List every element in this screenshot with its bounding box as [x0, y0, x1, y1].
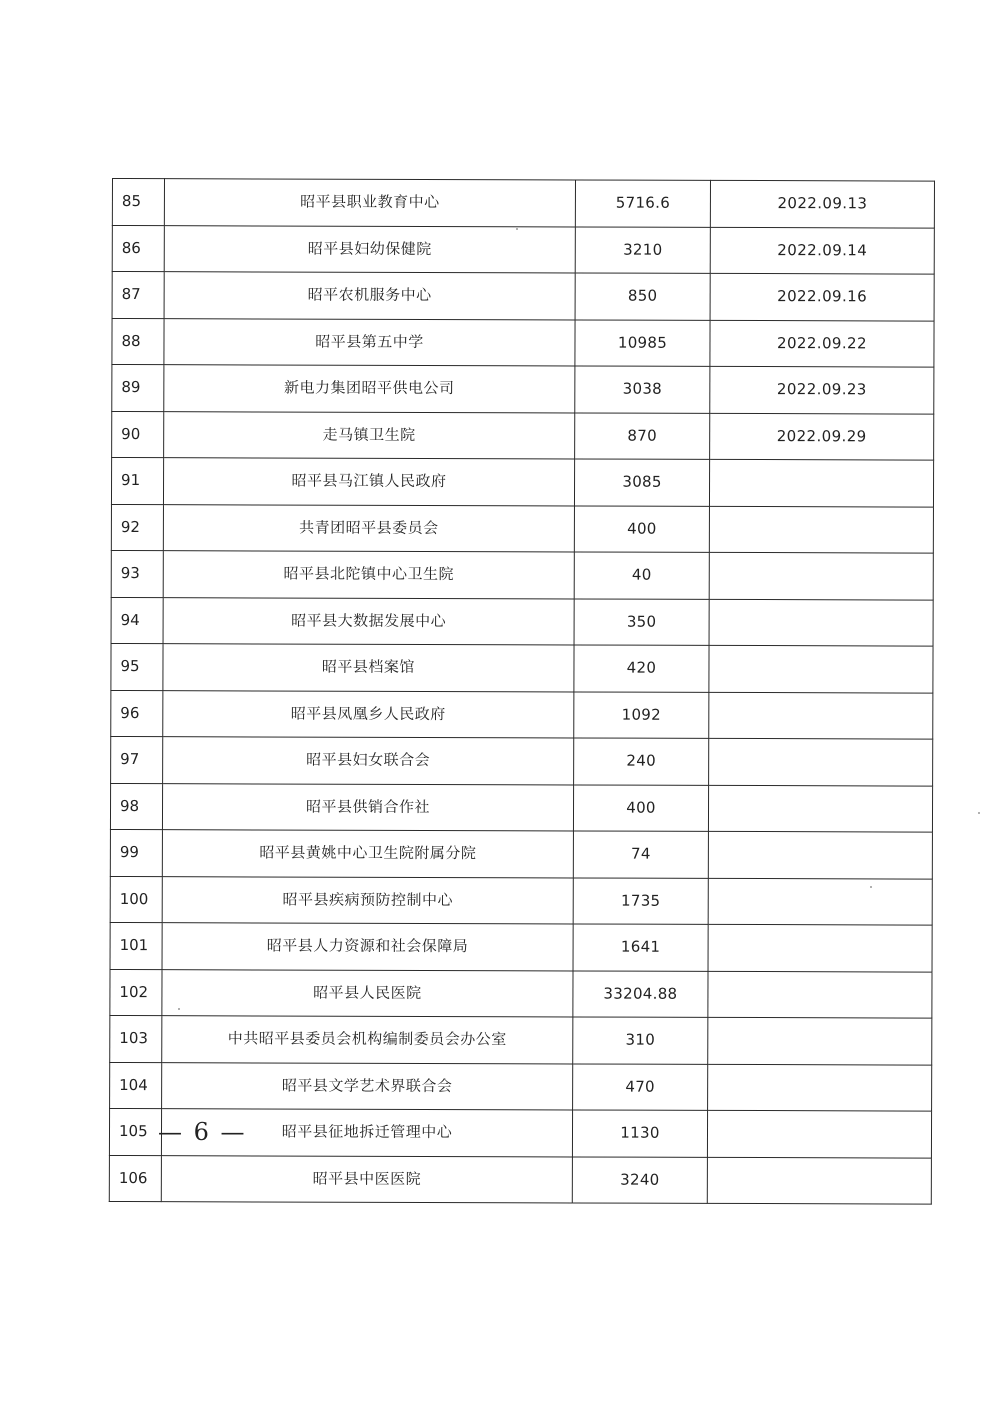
table-row: [110, 783, 932, 832]
scan-speck: [978, 812, 980, 814]
row-number-cell: 101: [110, 922, 162, 969]
row-number-cell: 97: [111, 736, 163, 783]
row-number-cell: 89: [112, 365, 164, 412]
unit-name-cell: 昭平县黄姚中心卫生院附属分院: [162, 830, 573, 878]
row-number-cell: 85: [112, 179, 164, 226]
row-number-cell: 91: [111, 458, 163, 505]
unit-name-cell: 昭平县马江镇人民政府: [163, 458, 574, 506]
amount-cell: 1735: [573, 877, 708, 924]
date-cell: [709, 645, 933, 692]
row-number-cell: 98: [110, 783, 162, 830]
row-number-cell: 90: [112, 411, 164, 458]
amount-cell: 3240: [572, 1156, 707, 1203]
date-cell: 2022.09.29: [710, 413, 934, 460]
table-row: [111, 504, 933, 553]
date-cell: [709, 738, 933, 785]
row-number-cell: 87: [112, 272, 164, 319]
unit-name-cell: 走马镇卫生院: [164, 411, 575, 459]
table-row: [110, 876, 932, 925]
table-row: [111, 690, 933, 739]
unit-name-cell: 昭平县中医医院: [161, 1155, 572, 1203]
unit-name-cell: 昭平县妇女联合会: [163, 737, 574, 785]
scan-speck: [516, 228, 518, 230]
date-cell: [708, 785, 932, 832]
table-row: [111, 736, 933, 785]
unit-name-cell: 昭平县第五中学: [164, 318, 575, 366]
scan-speck: [178, 1008, 180, 1010]
date-cell: [709, 692, 933, 739]
date-cell: 2022.09.22: [710, 320, 934, 367]
amount-cell: 40: [574, 552, 709, 599]
row-number-cell: 100: [110, 876, 162, 923]
unit-name-cell: 昭平县供销合作社: [162, 783, 573, 831]
amount-cell: 5716.6: [575, 180, 710, 227]
row-number-cell: 96: [111, 690, 163, 737]
amount-cell: 3085: [574, 459, 709, 506]
date-cell: [708, 1017, 932, 1064]
row-number-cell: 106: [109, 1155, 161, 1202]
date-cell: [708, 924, 932, 971]
row-number-cell: 92: [111, 504, 163, 551]
date-cell: [707, 1157, 931, 1204]
unit-name-cell: 昭平县北陀镇中心卫生院: [163, 551, 574, 599]
date-cell: 2022.09.16: [710, 273, 934, 320]
date-cell: [708, 1064, 932, 1111]
row-number-cell: 86: [112, 225, 164, 272]
row-number-cell: 103: [110, 1015, 162, 1062]
table-body: [109, 179, 934, 1205]
date-cell: [707, 1110, 931, 1157]
row-number-cell: 95: [111, 643, 163, 690]
unit-name-cell: 昭平农机服务中心: [164, 272, 575, 320]
row-number-cell: 102: [110, 969, 162, 1016]
table-row: [112, 225, 934, 274]
unit-name-cell: 昭平县大数据发展中心: [163, 597, 574, 645]
amount-cell: 850: [575, 273, 710, 320]
date-cell: [708, 971, 932, 1018]
row-number-cell: 93: [111, 550, 163, 597]
table-row: [110, 922, 932, 971]
date-cell: [709, 459, 933, 506]
unit-name-cell: 中共昭平县委员会机构编制委员会办公室: [162, 1016, 573, 1064]
row-number-cell: 94: [111, 597, 163, 644]
date-cell: [709, 506, 933, 553]
amount-cell: 74: [573, 831, 708, 878]
row-number-cell: 99: [110, 829, 162, 876]
amount-cell: 33204.88: [573, 970, 708, 1017]
table-row: [112, 179, 934, 228]
date-cell: 2022.09.14: [710, 227, 934, 274]
amount-cell: 870: [575, 412, 710, 459]
amount-cell: 10985: [575, 319, 710, 366]
row-number-cell: 104: [110, 1062, 162, 1109]
unit-name-cell: 昭平县凤凰乡人民政府: [163, 690, 574, 738]
amount-cell: 3038: [575, 366, 710, 413]
table-row: [111, 550, 933, 599]
unit-name-cell: 昭平县文学艺术界联合会: [162, 1062, 573, 1110]
funds-table: [109, 178, 935, 1205]
amount-cell: 350: [574, 598, 709, 645]
table-row: [111, 458, 933, 507]
amount-cell: 420: [574, 645, 709, 692]
amount-cell: 470: [573, 1063, 708, 1110]
table-row: [112, 272, 934, 321]
unit-name-cell: 昭平县征地拆迁管理中心: [161, 1109, 572, 1157]
amount-cell: 400: [573, 784, 708, 831]
table-row: [112, 365, 934, 414]
amount-cell: 3210: [575, 226, 710, 273]
table-row: [110, 829, 932, 878]
date-cell: [708, 878, 932, 925]
amount-cell: 310: [573, 1017, 708, 1064]
amount-cell: 240: [574, 738, 709, 785]
date-cell: [709, 599, 933, 646]
table-row: [109, 1155, 931, 1204]
amount-cell: 400: [574, 505, 709, 552]
amount-cell: 1130: [572, 1110, 707, 1157]
amount-cell: 1092: [574, 691, 709, 738]
amount-cell: 1641: [573, 924, 708, 971]
date-cell: 2022.09.23: [710, 366, 934, 413]
unit-name-cell: 新电力集团昭平供电公司: [164, 365, 575, 413]
row-number-cell: 105: [109, 1108, 161, 1155]
date-cell: [708, 831, 932, 878]
date-cell: 2022.09.13: [710, 180, 934, 227]
table-row: [112, 411, 934, 460]
table-row: [110, 1015, 932, 1064]
unit-name-cell: 共青团昭平县委员会: [163, 504, 574, 552]
date-cell: [709, 552, 933, 599]
table-row: [111, 597, 933, 646]
table-row: [110, 1062, 932, 1111]
unit-name-cell: 昭平县妇幼保健院: [164, 225, 575, 273]
table-row: [111, 643, 933, 692]
row-number-cell: 88: [112, 318, 164, 365]
table-row: [110, 969, 932, 1018]
unit-name-cell: 昭平县人力资源和社会保障局: [162, 923, 573, 971]
scan-speck: [870, 886, 872, 888]
unit-name-cell: 昭平县疾病预防控制中心: [162, 876, 573, 924]
unit-name-cell: 昭平县档案馆: [163, 644, 574, 692]
page-number: — 6 —: [158, 1118, 247, 1146]
unit-name-cell: 昭平县职业教育中心: [164, 179, 575, 227]
table-row: [112, 318, 934, 367]
unit-name-cell: 昭平县人民医院: [162, 969, 573, 1017]
